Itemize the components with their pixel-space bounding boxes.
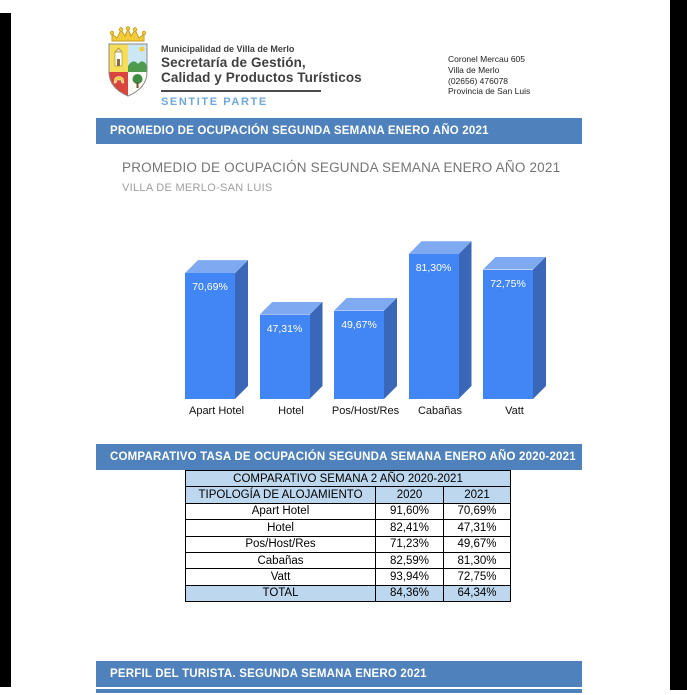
cell-2020: 93,94%: [376, 569, 444, 585]
cell-2020: 71,23%: [376, 536, 444, 552]
table-data-row: [186, 520, 511, 536]
bar-value-label: 70,69%: [192, 281, 228, 294]
table-header-row: [186, 487, 511, 503]
cell-tipologia: Pos/Host/Res: [186, 536, 376, 552]
address-line: Villa de Merlo: [448, 64, 500, 75]
cell-2021: 72,75%: [444, 569, 511, 585]
bar-category-label: Cabañas: [417, 405, 463, 417]
org-secretariat-line2: Calidad y Productos Turísticos: [161, 70, 362, 85]
bar-side-face: [310, 302, 323, 399]
section-banner-perfil: PERFIL DEL TURISTA. SEGUNDA SEMANA ENERO 2021: [96, 661, 582, 687]
total-2020-cell: 84,36%: [376, 585, 444, 601]
bar-front-face: [409, 254, 459, 399]
cell-2021: 81,30%: [444, 552, 511, 568]
address-line: Provincia de San Luis: [448, 86, 531, 97]
table-title-row: [186, 471, 511, 487]
comparison-table: [185, 470, 511, 602]
tagline: SENTITE PARTE: [161, 96, 268, 108]
bar-value-label: 49,67%: [341, 318, 377, 331]
table-data-row: [186, 536, 511, 552]
chart-title: PROMEDIO DE OCUPACIÓN SEGUNDA SEMANA ENERO AÑO 2021: [122, 160, 561, 175]
cell-2020: 82,59%: [376, 552, 444, 568]
cell-tipologia: Apart Hotel: [186, 503, 376, 519]
bar-side-face: [384, 298, 397, 399]
cell-2021: 47,31%: [444, 520, 511, 536]
cell-2021: 49,67%: [444, 536, 511, 552]
bar-category-label: Apart Hotel: [188, 405, 245, 417]
cell-2020: 91,60%: [376, 503, 444, 519]
bar-category-label: Vatt: [505, 405, 524, 417]
col-header-2020: 2020: [376, 487, 444, 503]
table-data-row: [186, 503, 511, 519]
cell-tipologia: Cabañas: [186, 552, 376, 568]
table-total-row: [186, 585, 511, 601]
address-line: (02656) 476078: [448, 75, 509, 86]
next-section-banner-cutoff: [96, 689, 582, 693]
org-municipality: Municipalidad de Villa de Merlo: [161, 44, 295, 54]
chart-subtitle: VILLA DE MERLO-SAN LUIS: [122, 182, 273, 194]
total-2021-cell: 64,34%: [444, 585, 511, 601]
cell-tipologia: Hotel: [186, 520, 376, 536]
bar-value-label: 81,30%: [415, 262, 452, 275]
col-header-tipologia: TIPOLOGÍA DE ALOJAMIENTO: [186, 487, 376, 503]
table-data-row: [186, 552, 511, 568]
table-title-cell: COMPARATIVO SEMANA 2 AÑO 2020-2021: [186, 471, 511, 487]
bar-value-label: 72,75%: [490, 277, 526, 290]
address-line: Coronel Mercau 605: [448, 54, 526, 64]
bar-category-label: Hotel: [278, 405, 304, 417]
table-data-row: [186, 569, 511, 585]
org-secretariat-line1: Secretaría de Gestión,: [161, 55, 306, 70]
col-header-2021: 2021: [444, 487, 511, 503]
cell-tipologia: Vatt: [186, 569, 376, 585]
total-label-cell: TOTAL: [186, 585, 376, 601]
section-banner-promedio: PROMEDIO DE OCUPACIÓN SEGUNDA SEMANA ENERO AÑO 2021: [96, 118, 582, 144]
bar-value-label: 47,31%: [266, 322, 303, 335]
bar-category-label: Pos/Host/Res: [331, 405, 400, 417]
cell-2021: 70,69%: [444, 503, 511, 519]
cell-2020: 82,41%: [376, 520, 444, 536]
section-banner-comparativo: COMPARATIVO TASA DE OCUPACIÓN SEGUNDA SEMANA ENERO AÑO 2020-2021: [96, 444, 582, 470]
